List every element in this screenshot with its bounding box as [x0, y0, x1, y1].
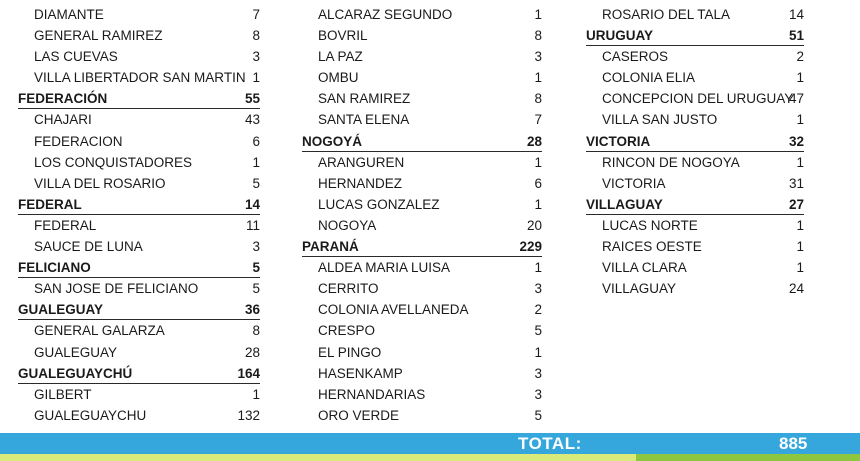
department-count: 36: [244, 302, 260, 318]
department-count: 229: [519, 239, 542, 255]
locality-count: 6: [534, 175, 542, 191]
locality-row: [302, 173, 542, 194]
locality-name: LUCAS NORTE: [602, 217, 698, 233]
locality-row: [18, 384, 260, 405]
locality-count: 3: [252, 49, 260, 65]
locality-name: FEDERAL: [34, 217, 97, 233]
locality-name: SANTA ELENA: [318, 112, 410, 128]
locality-row: [586, 173, 804, 194]
department-header-row: [18, 88, 260, 109]
locality-name: SAN JOSE DE FELICIANO: [34, 281, 199, 297]
locality-row: [586, 46, 804, 67]
locality-name: FEDERACION: [34, 133, 123, 149]
locality-count: 1: [534, 154, 542, 170]
locality-row: [302, 109, 542, 130]
department-header-row: [586, 25, 804, 46]
department-name: NOGOYÁ: [302, 133, 363, 149]
locality-name: SAN RAMIREZ: [318, 91, 411, 107]
total-bar: [0, 433, 860, 454]
locality-name: OMBU: [318, 70, 359, 86]
bottom-accent-strip: [0, 454, 860, 461]
department-count: 164: [237, 365, 260, 381]
department-count: 55: [244, 91, 260, 107]
locality-name: RAICES OESTE: [602, 239, 702, 255]
locality-name: DIAMANTE: [34, 7, 104, 22]
locality-count: 1: [796, 260, 804, 276]
locality-row: [18, 173, 260, 194]
locality-name: LUCAS GONZALEZ: [318, 196, 440, 212]
locality-row: [586, 109, 804, 130]
locality-count: 2: [796, 49, 804, 65]
locality-name: GENERAL GALARZA: [34, 323, 165, 339]
department-count: 27: [788, 196, 804, 212]
department-name: VILLAGUAY: [586, 196, 663, 212]
locality-row: [302, 342, 542, 363]
locality-row: [586, 278, 804, 299]
locality-count: 24: [788, 281, 804, 297]
locality-row: [586, 257, 804, 278]
department-count: 14: [244, 196, 260, 212]
locality-name: CHAJARI: [34, 112, 92, 128]
locality-name: ARANGUREN: [318, 154, 405, 170]
locality-row: [18, 152, 260, 173]
locality-name: ALDEA MARIA LUISA: [318, 260, 451, 276]
locality-name: ROSARIO DEL TALA: [602, 7, 731, 22]
total-value: 885: [779, 434, 808, 453]
locality-count: 43: [244, 112, 260, 128]
locality-name: VILLAGUAY: [602, 281, 677, 297]
locality-row: [18, 4, 260, 25]
locality-count: 1: [534, 344, 542, 360]
locality-row: [586, 152, 804, 173]
department-name: URUGUAY: [586, 28, 654, 44]
locality-name: VILLA CLARA: [602, 260, 687, 276]
locality-count: 2: [534, 302, 542, 318]
locality-row: [302, 194, 542, 215]
locality-name: CERRITO: [318, 281, 379, 297]
locality-count: 1: [796, 217, 804, 233]
locality-row: [18, 25, 260, 46]
locality-count: 7: [534, 112, 542, 128]
locality-row: [302, 363, 542, 384]
locality-row: [302, 67, 542, 88]
locality-row: [18, 67, 260, 88]
locality-name: GUALEGUAYCHU: [34, 407, 147, 423]
locality-name: SAUCE DE LUNA: [34, 239, 143, 255]
locality-count: 11: [245, 217, 260, 233]
department-name: FEDERACIÓN: [18, 91, 108, 107]
department-header-row: [586, 131, 804, 152]
locality-row: [18, 405, 260, 426]
department-count: 5: [252, 260, 260, 276]
locality-name: COLONIA AVELLANEDA: [318, 302, 469, 318]
locality-row: [302, 25, 542, 46]
locality-count: 132: [237, 407, 260, 423]
locality-name: ALCARAZ SEGUNDO: [318, 7, 453, 22]
department-header-row: [18, 299, 260, 320]
department-name: FELICIANO: [18, 260, 91, 276]
locality-count: 6: [252, 133, 260, 149]
locality-row: [586, 215, 804, 236]
department-name: FEDERAL: [18, 196, 82, 212]
locality-row: [302, 215, 542, 236]
locality-count: 5: [534, 407, 542, 423]
locality-count: 1: [796, 112, 804, 128]
locality-row: [586, 88, 804, 109]
locality-count: 8: [252, 323, 260, 339]
locality-name: GILBERT: [34, 386, 92, 402]
locality-count: 1: [534, 70, 542, 86]
locality-count: 20: [526, 217, 542, 233]
locality-name: COLONIA ELIA: [602, 70, 696, 86]
locality-name: HERNANDARIAS: [318, 386, 426, 402]
locality-count: 14: [788, 7, 804, 22]
locality-name: CRESPO: [318, 323, 376, 339]
total-label: TOTAL:: [518, 434, 582, 453]
locality-count: 3: [252, 239, 260, 255]
locality-count: 3: [534, 386, 542, 402]
department-name: PARANÁ: [302, 239, 359, 255]
locality-count: 8: [534, 28, 542, 44]
department-name: GUALEGUAYCHÚ: [18, 365, 133, 381]
locality-name: BOVRIL: [318, 28, 368, 44]
department-count: 32: [788, 133, 804, 149]
column-3: [586, 4, 804, 299]
locality-count: 8: [252, 28, 260, 44]
locality-name: GENERAL RAMIREZ: [34, 28, 163, 44]
locality-count: 28: [244, 344, 260, 360]
locality-row: [302, 88, 542, 109]
locality-row: [302, 405, 542, 426]
locality-count: 7: [252, 7, 260, 22]
locality-row: [302, 46, 542, 67]
locality-count: 1: [534, 260, 542, 276]
locality-count: 5: [534, 323, 542, 339]
locality-name: CASEROS: [602, 49, 669, 65]
locality-name: NOGOYA: [318, 217, 377, 233]
locality-row: [18, 320, 260, 341]
locality-count: 47: [788, 91, 804, 107]
locality-name: RINCON DE NOGOYA: [602, 154, 740, 170]
locality-name: VILLA SAN JUSTO: [602, 112, 718, 128]
locality-count: 1: [252, 386, 260, 402]
department-header-row: [302, 236, 542, 257]
locality-count: 1: [796, 154, 804, 170]
locality-count: 1: [534, 7, 542, 22]
locality-row: [302, 278, 542, 299]
locality-row: [302, 4, 542, 25]
locality-row: [18, 215, 260, 236]
locality-count: 3: [534, 365, 542, 381]
locality-row: [586, 4, 804, 25]
locality-name: CONCEPCION DEL URUGUAY: [602, 91, 794, 107]
locality-count: 5: [252, 175, 260, 191]
locality-name: VICTORIA: [602, 175, 666, 191]
locality-row: [18, 236, 260, 257]
locality-name: VILLA LIBERTADOR SAN MARTIN: [34, 70, 246, 86]
locality-count: 1: [252, 154, 260, 170]
department-header-row: [18, 194, 260, 215]
locality-row: [586, 67, 804, 88]
locality-name: LAS CUEVAS: [34, 49, 118, 65]
locality-row: [586, 236, 804, 257]
column-2: [302, 4, 542, 426]
department-name: VICTORIA: [586, 133, 651, 149]
locality-name: EL PINGO: [318, 344, 382, 360]
department-header-row: [18, 363, 260, 384]
locality-count: 3: [534, 281, 542, 297]
locality-row: [302, 152, 542, 173]
department-header-row: [302, 131, 542, 152]
locality-count: 8: [534, 91, 542, 107]
column-1: [18, 4, 260, 426]
locality-name: LOS CONQUISTADORES: [34, 154, 193, 170]
locality-name: GUALEGUAY: [34, 344, 118, 360]
locality-row: [302, 299, 542, 320]
department-name: GUALEGUAY: [18, 302, 104, 318]
locality-row: [18, 109, 260, 130]
department-header-row: [18, 257, 260, 278]
locality-name: VILLA DEL ROSARIO: [34, 175, 166, 191]
locality-count: 5: [252, 281, 260, 297]
locality-name: HASENKAMP: [318, 365, 403, 381]
locality-count: 1: [796, 239, 804, 255]
locality-row: [18, 46, 260, 67]
locality-row: [18, 278, 260, 299]
locality-name: LA PAZ: [318, 49, 363, 65]
locality-row: [302, 257, 542, 278]
locality-count: 3: [534, 49, 542, 65]
locality-row: [302, 320, 542, 341]
department-header-row: [586, 194, 804, 215]
locality-count: 31: [788, 175, 804, 191]
department-count: 28: [526, 133, 542, 149]
locality-name: ORO VERDE: [318, 407, 400, 423]
locality-name: HERNANDEZ: [318, 175, 403, 191]
locality-row: [18, 342, 260, 363]
locality-count: 1: [252, 70, 260, 86]
locality-row: [302, 384, 542, 405]
department-count: 51: [788, 28, 804, 44]
locality-count: 1: [534, 196, 542, 212]
locality-count: 1: [796, 70, 804, 86]
locality-row: [18, 131, 260, 152]
